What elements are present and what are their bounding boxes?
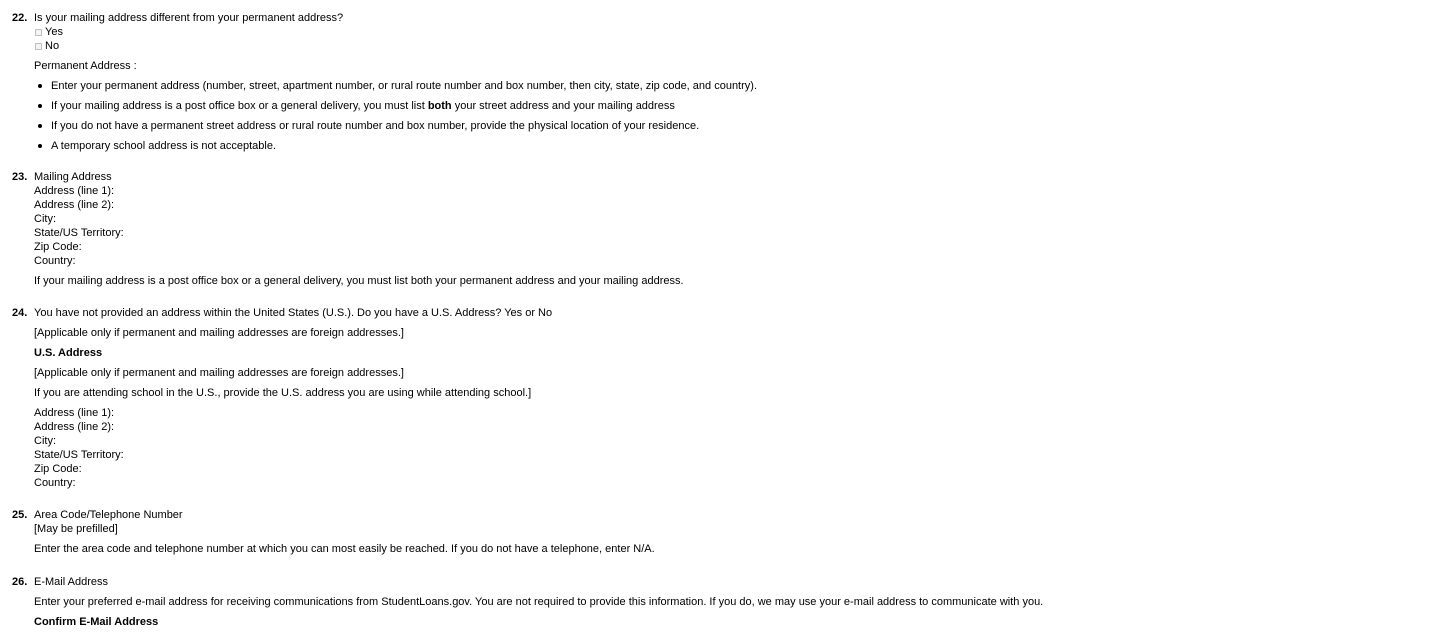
us-address-heading: U.S. Address xyxy=(34,347,103,359)
yes-checkbox[interactable] xyxy=(35,29,42,36)
applicable-note: [Applicable only if permanent and mailing addresses are foreign addresses.] xyxy=(34,367,404,379)
section-title: Area Code/Telephone Number xyxy=(34,509,183,521)
field-label: Zip Code: xyxy=(34,463,82,475)
telephone-note: Enter the area code and telephone number at which you can most easily be reached. If you do not have a telephone, enter N/A. xyxy=(34,543,655,555)
option-yes[interactable] xyxy=(34,25,1440,39)
question-number: 23. xyxy=(12,171,28,183)
question-26 xyxy=(12,575,1440,629)
field-label: Address (line 2): xyxy=(34,421,115,433)
question-number: 22. xyxy=(12,12,28,24)
section-title: Mailing Address xyxy=(34,171,112,183)
attending-note: If you are attending school in the U.S., provide the U.S. address you are using while attending school.] xyxy=(34,387,532,399)
option-label: No xyxy=(45,40,60,52)
field-label: Address (line 2): xyxy=(34,199,115,211)
bullet-item: A temporary school address is not acceptable. xyxy=(51,139,1440,153)
field-label: City: xyxy=(34,435,56,447)
field-label: City: xyxy=(34,213,56,225)
field-label: Country: xyxy=(34,255,76,267)
question-number: 25. xyxy=(12,509,28,521)
confirm-email-heading: Confirm E-Mail Address xyxy=(34,616,159,628)
question-number: 24. xyxy=(12,307,28,319)
permanent-address-instructions xyxy=(34,79,1440,153)
question-number: 26. xyxy=(12,576,28,588)
mailing-note: If your mailing address is a post office box or a general delivery, you must list both your permanent address and your mailing address. xyxy=(34,275,684,287)
question-text: You have not provided an address within the United States (U.S.). Do you have a U.S. Address? Yes or No xyxy=(34,307,553,319)
question-25 xyxy=(12,508,1440,556)
field-label: State/US Territory: xyxy=(34,227,124,239)
prefilled-note: [May be prefilled] xyxy=(34,523,118,535)
no-checkbox[interactable] xyxy=(35,43,42,50)
field-label: Zip Code: xyxy=(34,241,82,253)
permanent-address-label: Permanent Address : xyxy=(34,60,137,72)
bullet-item: Enter your permanent address (number, street, apartment number, or rural route number and box number, then city, state, zip code, and country). xyxy=(51,79,1440,93)
bullet-item: If you do not have a permanent street address or rural route number and box number, provide the physical location of your residence. xyxy=(51,119,1440,133)
field-label: Country: xyxy=(34,477,76,489)
field-label: Address (line 1): xyxy=(34,185,115,197)
question-text: Is your mailing address different from your permanent address? xyxy=(34,12,344,24)
email-note: Enter your preferred e-mail address for receiving communications from StudentLoans.gov. You are not required to provide this information. If you do, we may use your e-mail address to communicate with you. xyxy=(34,596,1044,608)
question-23 xyxy=(12,170,1440,288)
option-no[interactable] xyxy=(34,39,1440,53)
question-24 xyxy=(12,306,1440,490)
field-label: State/US Territory: xyxy=(34,449,124,461)
field-label: Address (line 1): xyxy=(34,407,115,419)
question-22 xyxy=(12,11,1440,159)
applicable-note: [Applicable only if permanent and mailing addresses are foreign addresses.] xyxy=(34,327,404,339)
bullet-item: If your mailing address is a post office box or a general delivery, you must list both your street address and your mailing address xyxy=(51,99,1440,113)
option-label: Yes xyxy=(45,26,63,38)
section-title: E-Mail Address xyxy=(34,576,108,588)
